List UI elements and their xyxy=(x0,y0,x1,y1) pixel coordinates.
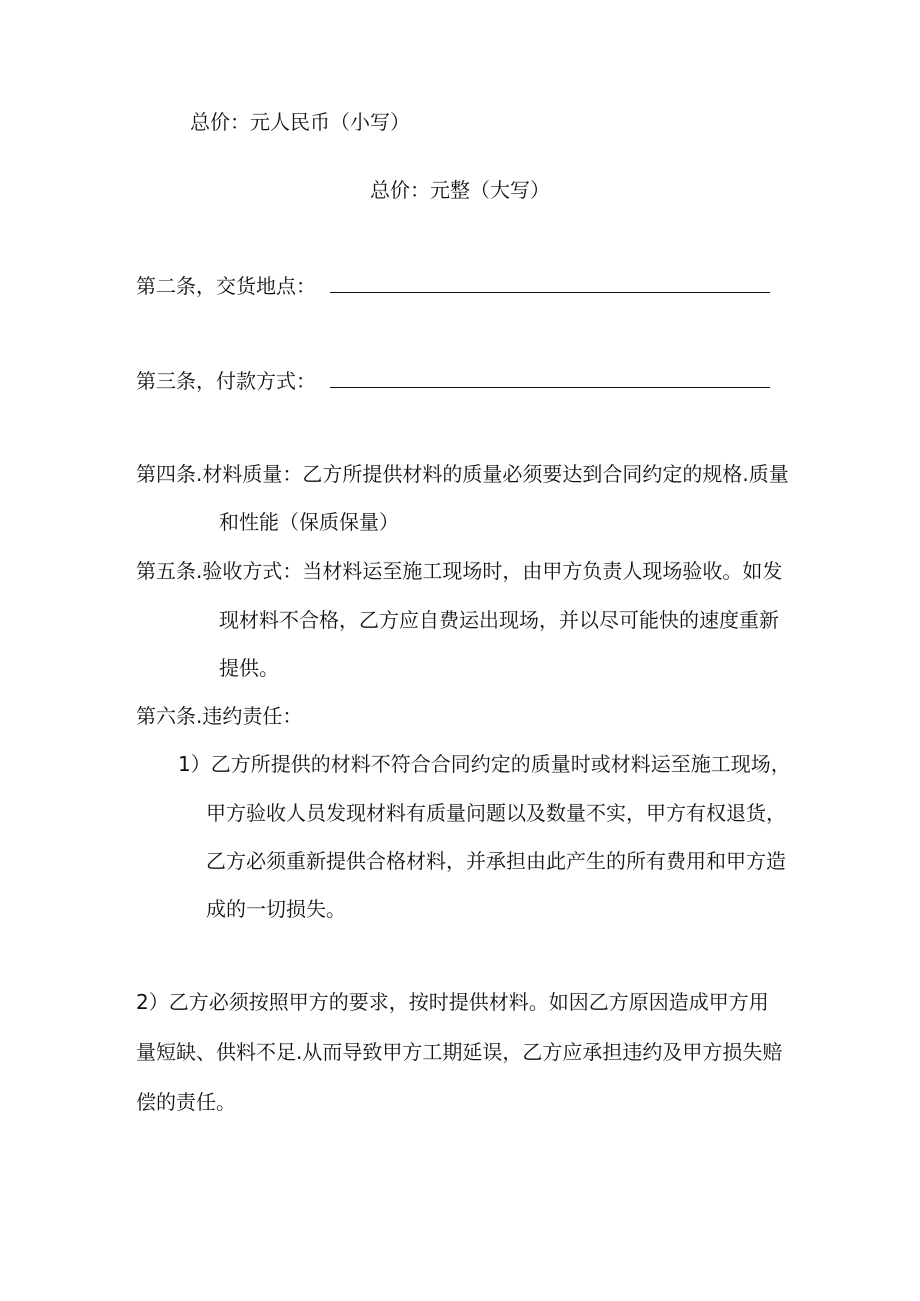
article-6-item-2-line-1: 2）乙方必须按照甲方的要求，按时提供材料。如因乙方原因造成甲方用 xyxy=(136,990,769,1014)
article-6-item-1-line-1: 1）乙方所提供的材料不符合合同约定的质量时或材料运至施工现场， xyxy=(178,752,791,776)
article-2-label: 第二条，交货地点： xyxy=(136,274,316,298)
article-3-label: 第三条，付款方式： xyxy=(136,369,316,393)
article-6-item-1-line-4: 成的一切损失。 xyxy=(206,897,346,921)
total-price-uppercase: 总价：元整（大写） xyxy=(370,178,550,202)
article-4-line-2: 和性能（保质保量） xyxy=(219,510,399,534)
article-6-heading: 第六条.违约责任： xyxy=(136,704,303,728)
article-5-line-2: 现材料不合格，乙方应自费运出现场，并以尽可能快的速度重新 xyxy=(219,608,779,632)
article-3 xyxy=(136,367,770,395)
article-2 xyxy=(136,272,770,300)
article-5-line-1: 第五条.验收方式：当材料运至施工现场时，由甲方负责人现场验收。如发 xyxy=(136,559,783,583)
delivery-location-blank xyxy=(330,276,770,293)
article-4-line-1: 第四条.材料质量：乙方所提供材料的质量必须要达到合同约定的规格.质量 xyxy=(136,462,789,486)
article-6-item-1-line-2: 甲方验收人员发现材料有质量问题以及数量不实，甲方有权退货， xyxy=(206,801,786,825)
article-6-item-2-line-2: 量短缺、供料不足.从而导致甲方工期延误，乙方应承担违约及甲方损失赔 xyxy=(136,1040,783,1064)
article-6-item-1-line-3: 乙方必须重新提供合格材料，并承担由此产生的所有费用和甲方造 xyxy=(206,849,786,873)
total-price-lowercase: 总价：元人民币（小写） xyxy=(190,110,410,134)
article-5-line-3: 提供。 xyxy=(219,656,279,680)
article-6-item-2-line-3: 偿的责任。 xyxy=(136,1090,236,1114)
payment-method-blank xyxy=(330,371,770,388)
